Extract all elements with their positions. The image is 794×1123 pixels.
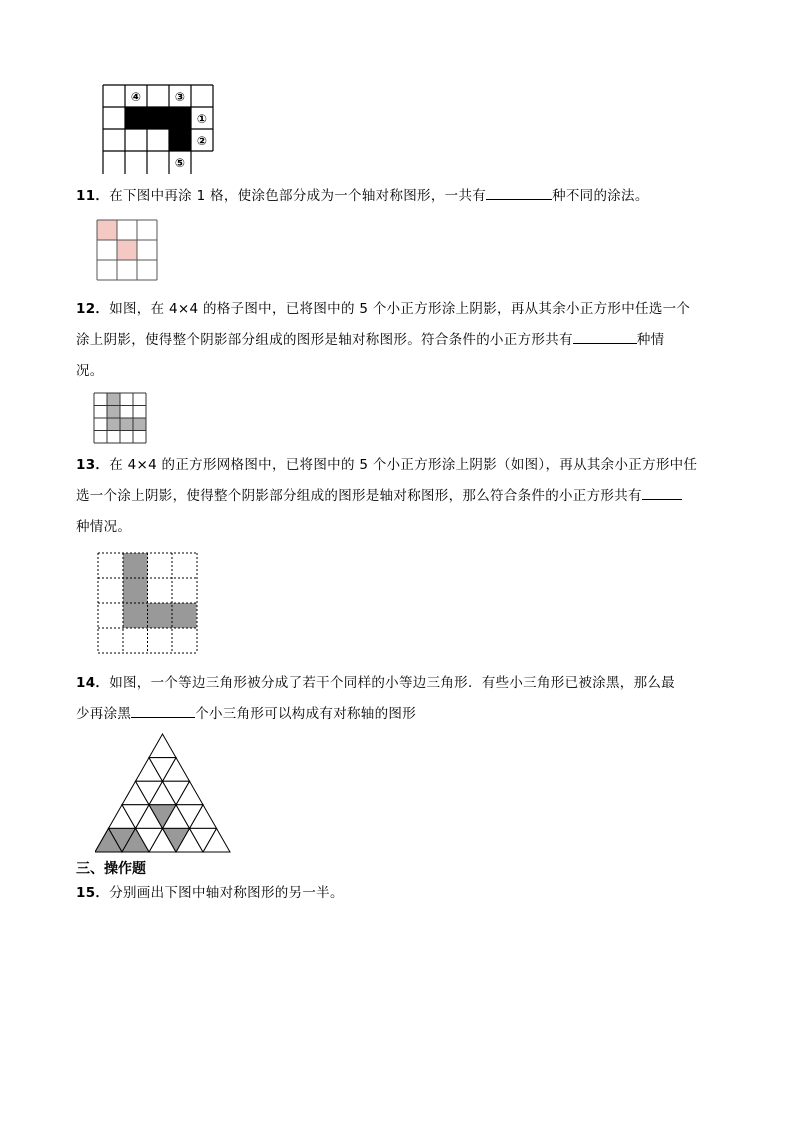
answer-blank[interactable] xyxy=(131,703,195,718)
gray-cell xyxy=(107,406,120,419)
question-text: 况。 xyxy=(76,363,104,379)
question-number: 11． xyxy=(76,188,110,204)
mark-3: ③ xyxy=(174,90,186,104)
question-text: 在 4×4 的正方形网格图中，已将图中的 5 个小正方形涂上阴影（如图），再从其余小正方形中任 xyxy=(109,457,698,473)
question-13-line-3 xyxy=(76,512,131,543)
question-15 xyxy=(76,878,344,909)
grid-3x3-figure xyxy=(96,219,160,283)
question-text: 种不同的涂法。 xyxy=(552,188,649,204)
pink-cell xyxy=(97,220,117,240)
question-text: 选一个涂上阴影，使得整个阴影部分组成的图形是轴对称图形，那么符合条件的小正方形共有 xyxy=(76,488,642,504)
question-14-line-1 xyxy=(76,668,675,699)
gray-cell xyxy=(133,418,146,431)
question-text: 如图，在 4×4 的格子图中，已将图中的 5 个小正方形涂上阴影，再从其余小正方形中任选一个 xyxy=(109,301,691,317)
gray-cell xyxy=(148,603,173,628)
question-12-line-3 xyxy=(76,356,104,387)
mark-5: ⑤ xyxy=(174,156,186,170)
question-text: 在下图中再涂 1 格，使涂色部分成为一个轴对称图形，一共有 xyxy=(109,188,487,204)
answer-blank[interactable] xyxy=(573,329,637,344)
black-cell xyxy=(125,107,191,129)
question-text: 少再涂黑 xyxy=(76,706,132,722)
mark-1: ① xyxy=(196,112,208,126)
question-text: 分别画出下图中轴对称图形的另一半。 xyxy=(109,885,344,901)
section-title: 三、操作题 xyxy=(76,861,146,877)
gray-cell xyxy=(123,603,148,628)
question-13-line-1 xyxy=(76,450,697,481)
question-number: 13． xyxy=(76,457,110,473)
gray-cell xyxy=(120,418,133,431)
up-triangle xyxy=(149,734,176,758)
mark-2: ② xyxy=(196,134,208,148)
question-number: 15． xyxy=(76,885,110,901)
gray-cell xyxy=(107,418,120,431)
question-number: 14． xyxy=(76,675,110,691)
answer-blank[interactable] xyxy=(642,485,682,500)
pink-cell xyxy=(117,240,137,260)
triangle-grid-figure xyxy=(95,732,235,856)
question-text: 如图，一个等边三角形被分成了若干个同样的小等边三角形．有些小三角形已被涂黑，那么最 xyxy=(109,675,675,691)
answer-blank[interactable] xyxy=(486,185,552,200)
top-grid-figure xyxy=(102,84,214,176)
question-12-line-1 xyxy=(76,294,690,325)
grid-4x4-large-figure xyxy=(97,552,199,656)
question-11 xyxy=(76,181,649,212)
question-text: 个小三角形可以构成有对称轴的图形 xyxy=(195,706,417,722)
gray-cell xyxy=(107,393,120,406)
question-text: 涂上阴影，使得整个阴影部分组成的图形是轴对称图形。符合条件的小正方形共有 xyxy=(76,332,573,348)
question-number: 12． xyxy=(76,301,110,317)
question-14-line-2 xyxy=(76,699,416,730)
question-text: 种情 xyxy=(636,332,665,348)
mark-4: ④ xyxy=(130,90,142,104)
question-13-line-2 xyxy=(76,481,682,512)
black-cell xyxy=(169,129,191,151)
gray-cell xyxy=(123,553,148,578)
gray-cell xyxy=(123,578,148,603)
question-12-line-2 xyxy=(76,325,664,356)
question-text: 种情况。 xyxy=(76,519,132,535)
gray-cell xyxy=(172,603,197,628)
grid-4x4-small-figure xyxy=(93,392,149,444)
